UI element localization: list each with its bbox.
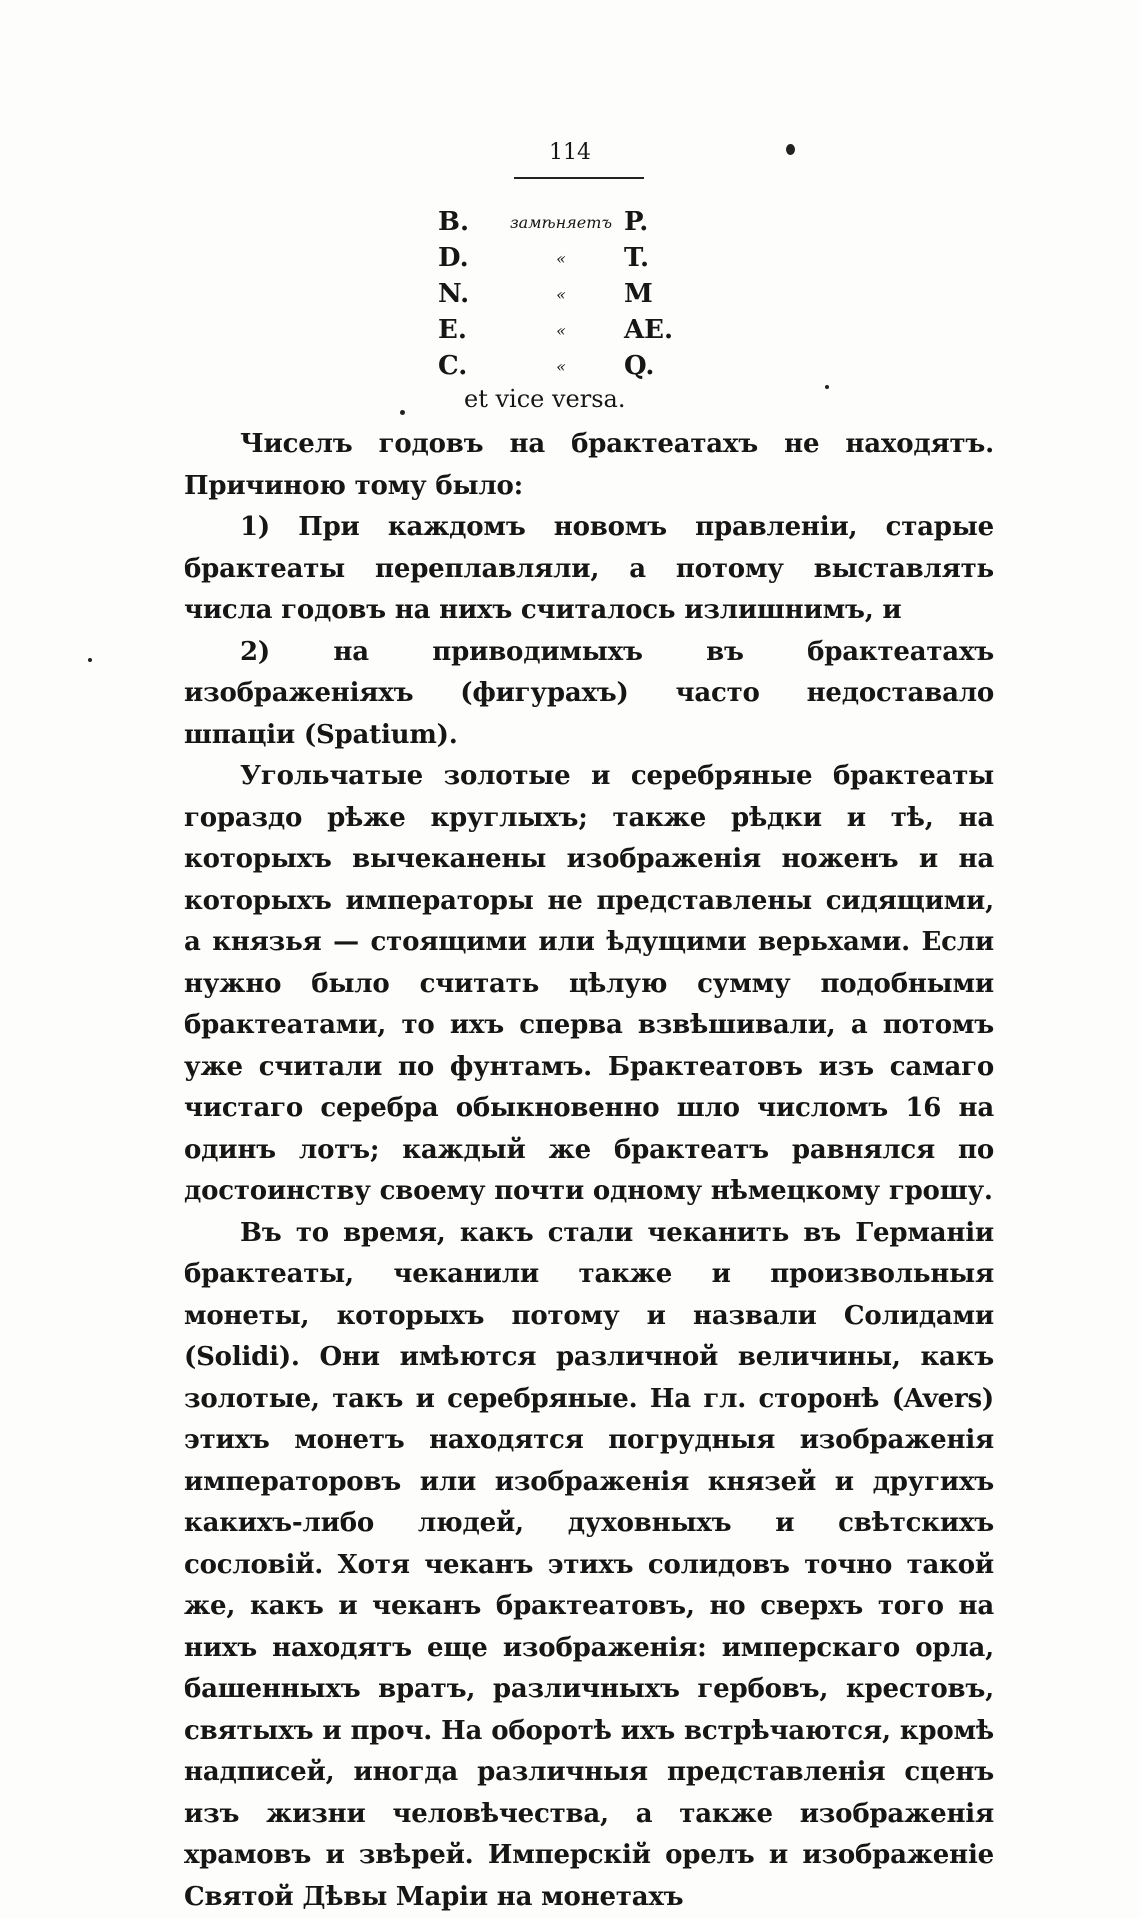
- substitution-row: [438, 348, 704, 384]
- source-letter: N.: [438, 276, 498, 312]
- ditto-mark: «: [498, 312, 624, 348]
- paragraph: Въ то время, какъ стали чеканить въ Германіи брактеаты, чеканили также и произвольныя монеты, которыхъ потому и назвали Солидами (Solidi). Они имѣются различной величины, какъ золотые, такъ и серебряные. На гл. сторонѣ (Avers) этихъ монетъ находятся погрудныя изображенія императоровъ или изображенія князей и другихъ какихъ-либо людей, духовныхъ и свѣтскихъ сословій. Хотя чеканъ этихъ солидовъ точно такой же, какъ и чеканъ брактеатовъ, но сверхъ того на нихъ находятъ еще изображенія: имперскаго орла, башенныхъ вратъ, различныхъ гербовъ, крестовъ, святыхъ и проч. На оборотѣ ихъ встрѣчаются, кромѣ надписей, иногда различныя представленія сценъ изъ жизни человѣчества, а также изображенія храмовъ и звѣрей. Имперскій орелъ и изображеніе Святой Дѣвы Маріи на монетахъ: [184, 1213, 994, 1918]
- ditto-mark: «: [498, 348, 624, 384]
- body-text: [184, 424, 994, 1918]
- target-letter: M: [624, 276, 704, 312]
- source-letter: C.: [438, 348, 498, 384]
- vice-versa-note: et vice versa.: [464, 385, 625, 413]
- paragraph: Чиселъ годовъ на брактеатахъ не находятъ. Причиною тому было:: [184, 424, 994, 507]
- ditto-mark: «: [498, 276, 624, 312]
- source-letter: B.: [438, 204, 498, 240]
- ink-speck: [786, 144, 795, 155]
- paragraph: 1) При каждомъ новомъ правленіи, старые брактеаты переплавляли, а потому выставлять числа годовъ на нихъ считалось излишнимъ, и: [184, 507, 994, 632]
- ditto-mark: «: [498, 240, 624, 276]
- target-letter: AE.: [624, 312, 704, 348]
- letter-substitution-table: [438, 204, 704, 384]
- page-number: 114: [520, 140, 620, 165]
- target-letter: P.: [624, 204, 704, 240]
- substitution-row: [438, 276, 704, 312]
- header-rule: [514, 177, 644, 179]
- ink-speck: [88, 658, 92, 662]
- target-letter: T.: [624, 240, 704, 276]
- ink-speck: [825, 385, 829, 389]
- substitution-row: [438, 204, 704, 240]
- source-letter: E.: [438, 312, 498, 348]
- substitution-row: [438, 240, 704, 276]
- paragraph: Угольчатые золотые и серебряные брактеаты гораздо рѣже круглыхъ; также рѣдки и тѣ, на которыхъ вычеканены изображенія ноженъ и на которыхъ императоры не представлены сидящими, а князья — стоящими или ѣдущими верьхами. Если нужно было считать цѣлую сумму подобными брактеатами, то ихъ сперва взвѣшивали, а потомъ уже считали по фунтамъ. Брактеатовъ изъ самаго чистаго серебра обыкновенно шло числомъ 16 на одинъ лотъ; каждый же брактеатъ равнялся по достоинству своему почти одному нѣмецкому грошу.: [184, 756, 994, 1213]
- paragraph: 2) на приводимыхъ въ брактеатахъ изображеніяхъ (фигурахъ) часто недоставало шпаціи (Spatium).: [184, 632, 994, 757]
- source-letter: D.: [438, 240, 498, 276]
- substitution-word: замѣняетъ: [498, 204, 624, 240]
- ink-speck: [400, 410, 405, 415]
- substitution-row: [438, 312, 704, 348]
- target-letter: Q.: [624, 348, 704, 384]
